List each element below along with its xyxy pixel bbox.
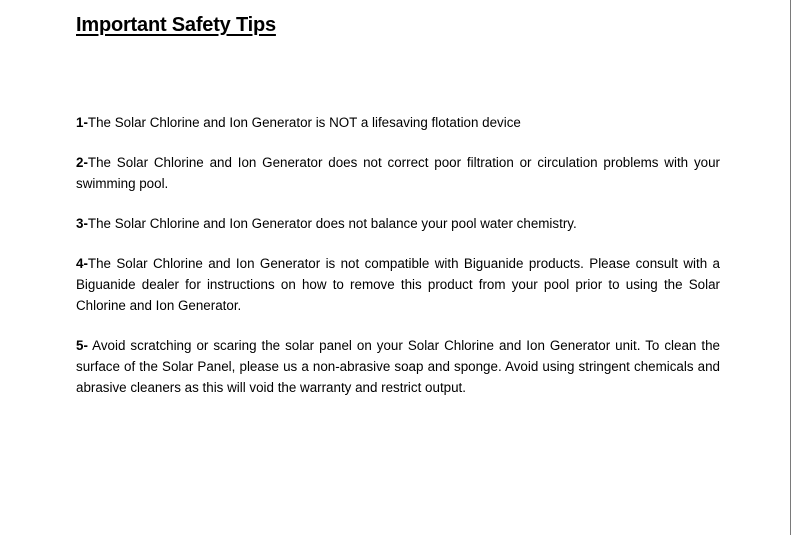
tip-text: Avoid scratching or scaring the solar panel on your Solar Chlorine and Ion Generator unit. To clean the surface of the Solar Panel, please us a non-abrasive soap and sponge. Avoid using stringent chemicals and abrasive cleaners as this will void the warranty and restrict output.	[76, 338, 720, 395]
safety-tip-1	[76, 112, 720, 133]
tip-text: The Solar Chlorine and Ion Generator does not balance your pool water chemistry.	[87, 216, 577, 231]
safety-tip-2	[76, 152, 720, 194]
safety-tip-4	[76, 253, 720, 316]
page-edge-divider	[790, 0, 791, 535]
tip-number: 1-	[76, 115, 88, 130]
safety-tip-3	[76, 213, 720, 234]
tip-number: 5-	[76, 338, 88, 353]
tip-number: 4-	[76, 256, 88, 271]
tip-number: 3-	[76, 216, 88, 231]
tip-text: The Solar Chlorine and Ion Generator is NOT a lifesaving flotation device	[87, 115, 521, 130]
safety-tip-5	[76, 335, 720, 398]
page-title: Important Safety Tips	[76, 14, 276, 36]
tip-text: The Solar Chlorine and Ion Generator does not correct poor filtration or circulation problems with your swimming pool.	[76, 155, 720, 191]
tip-number: 2-	[76, 155, 88, 170]
tip-text: The Solar Chlorine and Ion Generator is not compatible with Biguanide products. Please consult with a Biguanide dealer for instructions on how to remove this product from your pool prior to using the Solar Chlorine and Ion Generator.	[76, 256, 720, 313]
safety-tips-list	[76, 112, 720, 398]
